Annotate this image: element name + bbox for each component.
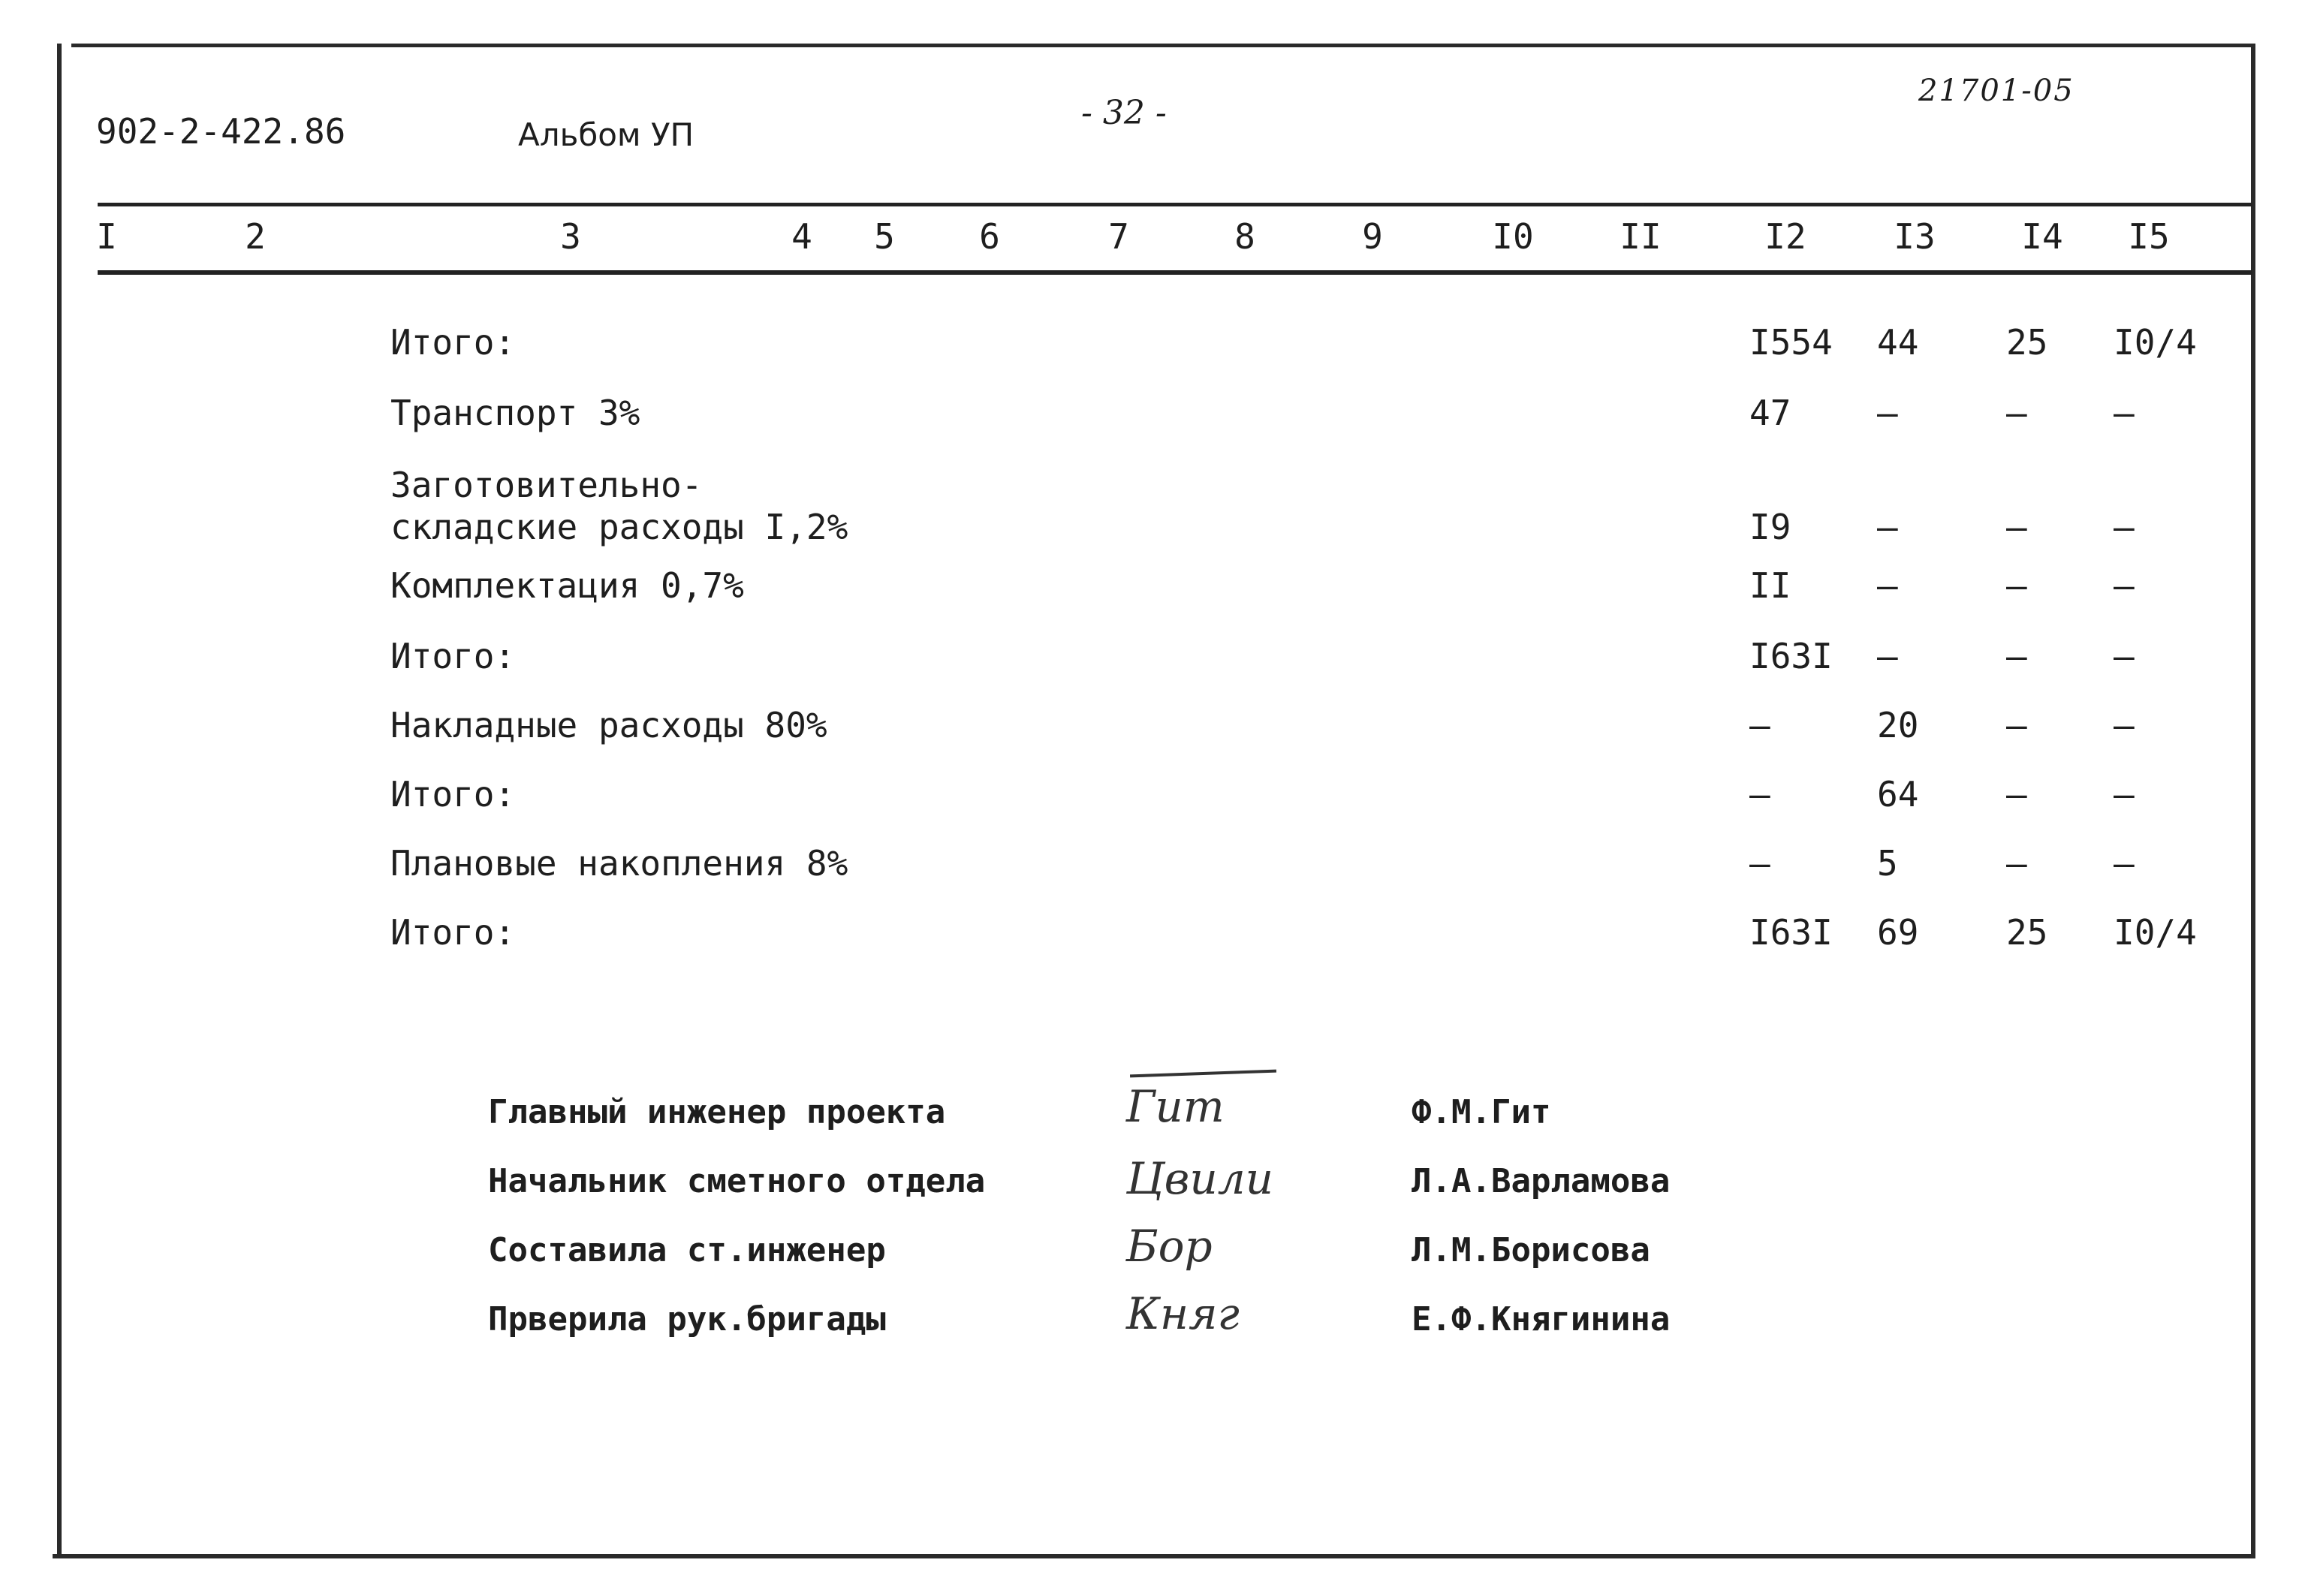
table-cell-c14: –: [2006, 843, 2027, 884]
column-number: 6: [979, 216, 1000, 257]
table-cell-c12: I554: [1749, 322, 1833, 363]
signature-role: Главный инженер проекта: [488, 1093, 946, 1131]
table-cell-c14: –: [2006, 705, 2027, 745]
handwritten-signature: Бор: [1126, 1221, 1213, 1272]
table-cell-c13: 64: [1877, 774, 1919, 815]
row-label: Итого:: [390, 636, 516, 676]
row-label: Итого:: [390, 322, 516, 363]
table-cell-c13: –: [1877, 507, 1898, 547]
column-number: I: [96, 216, 117, 257]
signatory-name: Л.М.Борисова: [1412, 1231, 1650, 1269]
signature-role: Прверила рук.бригады: [488, 1300, 886, 1339]
table-cell-c14: –: [2006, 636, 2027, 676]
column-number: 7: [1108, 216, 1129, 257]
table-cell-c15: –: [2114, 393, 2135, 433]
frame-left-border: [57, 44, 62, 1558]
table-cell-c12: –: [1749, 843, 1770, 884]
column-header-bottom-rule: [98, 270, 2252, 275]
frame-top-border: [71, 44, 2252, 47]
table-cell-c12: II: [1749, 565, 1791, 606]
row-label: Плановые накопления 8%: [390, 843, 848, 884]
table-cell-c13: 69: [1877, 912, 1919, 953]
signature-overline: [1130, 1070, 1276, 1078]
column-number: 2: [245, 216, 266, 257]
table-cell-c13: –: [1877, 565, 1898, 606]
table-cell-c12: –: [1749, 705, 1770, 745]
column-number: 3: [560, 216, 581, 257]
table-cell-c12: –: [1749, 774, 1770, 815]
column-number: I5: [2128, 216, 2170, 257]
column-number: 4: [791, 216, 812, 257]
table-cell-c13: 5: [1877, 843, 1898, 884]
column-number: 9: [1362, 216, 1383, 257]
row-label: Итого:: [390, 912, 516, 953]
table-cell-c14: –: [2006, 507, 2027, 547]
table-cell-c13: 44: [1877, 322, 1919, 363]
table-cell-c12: I9: [1749, 507, 1791, 547]
column-number: 5: [874, 216, 895, 257]
column-number: 8: [1234, 216, 1255, 257]
table-cell-c13: 20: [1877, 705, 1919, 745]
column-number: I3: [1894, 216, 1936, 257]
column-header-top-rule: [98, 203, 2252, 206]
table-cell-c14: 25: [2006, 912, 2048, 953]
handwritten-signature: Княг: [1126, 1288, 1240, 1339]
table-cell-c13: –: [1877, 393, 1898, 433]
page-number: - 32 -: [1081, 94, 1167, 132]
frame-bottom-border: [53, 1554, 2252, 1558]
column-number: II: [1620, 216, 1662, 257]
row-label: Комплектация 0,7%: [390, 565, 744, 606]
project-code: 902-2-422.86: [96, 111, 346, 152]
table-cell-c15: I0/4: [2114, 912, 2197, 953]
table-cell-c15: –: [2114, 774, 2135, 815]
document-number: 21701-05: [1918, 74, 2074, 108]
signatory-name: Е.Ф.Княгинина: [1412, 1300, 1671, 1339]
row-label: Итого:: [390, 774, 516, 815]
row-label: Накладные расходы 80%: [390, 705, 827, 745]
signature-role: Составила ст.инженер: [488, 1231, 886, 1269]
table-cell-c15: –: [2114, 705, 2135, 745]
table-cell-c15: –: [2114, 636, 2135, 676]
table-cell-c15: –: [2114, 565, 2135, 606]
signatory-name: Ф.М.Гит: [1412, 1093, 1551, 1131]
handwritten-signature: Цвили: [1126, 1153, 1273, 1204]
table-cell-c12: I63I: [1749, 636, 1833, 676]
column-number: I4: [2021, 216, 2063, 257]
table-cell-c14: –: [2006, 393, 2027, 433]
table-cell-c15: –: [2114, 843, 2135, 884]
table-cell-c14: –: [2006, 774, 2027, 815]
table-cell-c12: I63I: [1749, 912, 1833, 953]
table-cell-c14: –: [2006, 565, 2027, 606]
row-label: Заготовительно- складские расходы I,2%: [390, 465, 848, 547]
table-cell-c14: 25: [2006, 322, 2048, 363]
column-number: I2: [1764, 216, 1806, 257]
handwritten-signature: Гит: [1126, 1081, 1225, 1132]
table-cell-c15: I0/4: [2114, 322, 2197, 363]
column-number: I0: [1492, 216, 1534, 257]
signatory-name: Л.А.Варламова: [1412, 1162, 1671, 1200]
signature-role: Начальник сметного отдела: [488, 1162, 986, 1200]
table-cell-c12: 47: [1749, 393, 1791, 433]
table-cell-c15: –: [2114, 507, 2135, 547]
table-cell-c13: –: [1877, 636, 1898, 676]
row-label: Транспорт 3%: [390, 393, 640, 433]
album-title: Альбом УП: [518, 116, 695, 153]
